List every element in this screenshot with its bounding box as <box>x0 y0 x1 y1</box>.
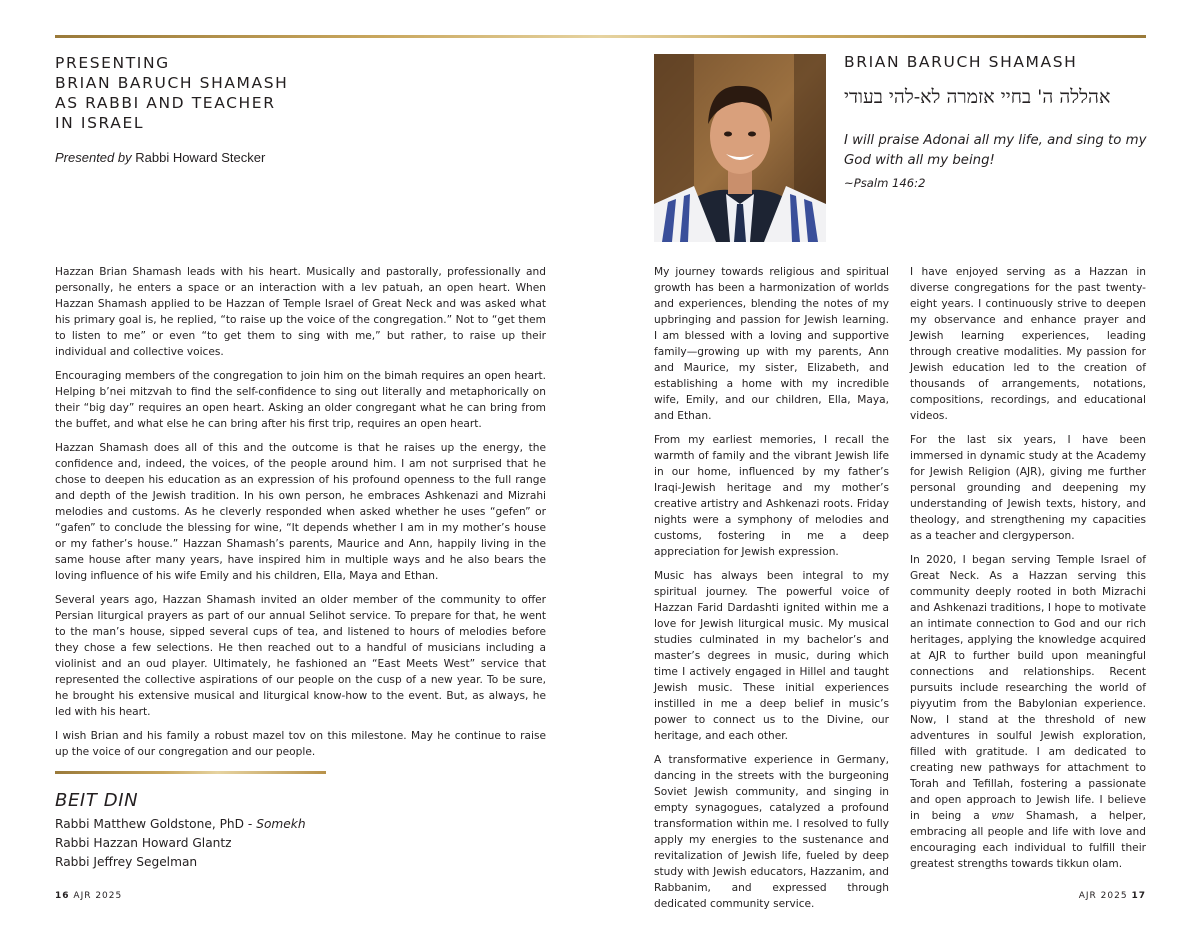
page-number: 17 <box>1131 891 1146 901</box>
left-folio <box>55 891 122 901</box>
paragraph: Several years ago, Hazzan Shamash invited an older member of the community to offer Persian liturgical prayers as part of our annual Selihot service. To prepare for that, he went to the man’s house, sipped several cups of tea, and listened to hours of melodies before they chose a few selections. He then reached out to a handful of musicians including a violinist and an oud player. Ultimately, he fashioned an “East Meets West” service that represented the collective aspirations of our people on the cusp of a new year. To be sure, he brought his extensive musical and liturgical know-how to the event. But, as always, he led with his heart. <box>55 594 546 718</box>
title-line: BRIAN BARUCH SHAMASH <box>55 74 289 92</box>
portrait-photo <box>654 54 826 242</box>
beit-din-member: Rabbi Hazzan Howard Glantz <box>55 836 232 850</box>
paragraph: Music has always been integral to my spiritual journey. The powerful voice of Hazzan Farid Dardashti ignited within me a love for Jewish liturgical music. My musical studies culminated in my bachelor’s and master’s degrees in music, during which time I actively engaged in Hillel and taught Jewish music. These initial experiences instilled in me a deep belief in music’s power to connect us to the Divine, our heritage, and each other. <box>654 570 889 742</box>
member-name: Rabbi Matthew Goldstone, PhD - <box>55 817 257 831</box>
beit-din-list <box>55 815 306 872</box>
beit-din-heading: BEIT DIN <box>55 790 139 811</box>
tribute-text <box>55 264 546 768</box>
title-line: PRESENTING <box>55 54 170 72</box>
page-title <box>55 53 375 133</box>
top-gold-rule <box>55 35 1146 38</box>
paragraph: Hazzan Shamash does all of this and the outcome is that he raises up the energy, the confidence and, indeed, the voices, of the people around him. I am not surprised that he chose to deepen his education as an expression of his profound openness to the full range and depth of the Jewish tradition. In his own person, he embraces Ashkenazi and Mizrahi melodies and customs. As he cleverly responded when asked whether he uses “gefen” or “gafen” to conclude the blessing for wine, “It depends whether I am in my mother’s house or my father’s house.” Hazzan Shamash’s parents, Maurice and Ann, happily living in the same house after many years, have inspired him in multiple ways and he also bears the loving influence of his wife Emily and his children, Ella, Maya and Ethan. <box>55 442 546 582</box>
paragraph: Encouraging members of the congregation to join him on the bimah requires an open heart. Helping b’nei mitzvah to find the self-confidence to sing out literally and metaphorically on their “big day” requires an open heart. Asking an older congregant what he can bring from the buffet, and what else he can bring after his first trip, requires an open heart. <box>55 370 546 430</box>
presenter-name: Rabbi Howard Stecker <box>135 150 266 165</box>
paragraph: In 2020, I began serving Temple Israel of Great Neck. As a Hazzan serving this community deeply rooted in both Mizrachi and Ashkenazi traditions, I hope to motivate an intimate connection to God and our rich heritages, applying the knowledge acquired at AJR to further build upon meaningful connections and relationships. Recent pursuits include researching the world of piyyutim from the Babylonian experience. Now, I stand at the threshold of new adventures in soulful Jewish exploration, filled with gratitude. I am dedicated to creating new pathways for attachment to Torah and Tefillah, fostering a passionate and open approach to Jewish life. I believe in being a שמש Shamash, a helper, embracing all people and life with love and encouraging each individual to fulfill their greatest strengths towards tikkun olam. <box>910 554 1146 870</box>
verse-citation: ~Psalm 146:2 <box>844 176 926 190</box>
somekh-label: Somekh <box>256 817 306 831</box>
beit-din-rule <box>55 771 326 774</box>
paragraph: I wish Brian and his family a robust mazel tov on this milestone. May he continue to raise up the voice of our congregation and our people. <box>55 730 546 758</box>
portrait-illustration <box>654 54 826 242</box>
folio-text: AJR 2025 <box>1078 891 1128 901</box>
title-line: AS RABBI AND TEACHER <box>55 94 276 112</box>
verse-translation: I will praise Adonai all my life, and sing to my God with all my being! <box>844 133 1147 168</box>
paragraph: From my earliest memories, I recall the warmth of family and the vibrant Jewish life in our home, influenced by my father’s Iraqi-Jewish heritage and my mother’s creative artistry and Ashkenazi roots. Friday nights were a symphony of melodies and customs, fostering in me a deep appreciation for Jewish expression. <box>654 434 889 558</box>
personal-statement-column-2 <box>910 264 1146 880</box>
page-number: 16 <box>55 891 70 901</box>
hebrew-verse: אהללה ה' בחיי אזמרה לא-להי בעודי <box>844 86 1111 108</box>
honoree-name: BRIAN BARUCH SHAMASH <box>844 53 1078 71</box>
paragraph: Hazzan Brian Shamash leads with his heart. Musically and pastorally, professionally and personally, he enters a space or an interaction with a lev patuah, an open heart. When Hazzan Shamash applied to be Hazzan of Temple Israel of Great Neck and was asked what his primary goal is, he replied, “to raise up the voice of the congregation.” Not to “get them to listen to me” or even “to get them to sing with me,” but rather, to raise up their individual and collective voices. <box>55 266 546 358</box>
paragraph: A transformative experience in Germany, dancing in the streets with the burgeoning Soviet Jewish community, and singing in empty synagogues, catalyzed a profound transformation within me. I resolved to fully apply my energies to the sustenance and revitalization of Jewish life, fueled by deep study with Jewish educators, Hazzanim, and Rabbanim, and expressed through dedicated community service. <box>654 754 889 910</box>
right-folio <box>1079 891 1146 901</box>
personal-statement-column-1 <box>654 264 889 920</box>
paragraph: My journey towards religious and spiritual growth has been a harmonization of worlds and experiences, blending the notes of my upbringing and passion for Jewish learning. I am blessed with a loving and supportive family—growing up with my parents, Ann and Maurice, my sister, Elizabeth, and establishing a home with my incredible wife, Emily, and our children, Ella, Maya, and Ethan. <box>654 266 889 422</box>
beit-din-member: Rabbi Jeffrey Segelman <box>55 855 198 869</box>
beit-din-member <box>55 815 306 834</box>
paragraph: For the last six years, I have been immersed in dynamic study at the Academy for Jewish Religion (AJR), giving me further personal grounding and deepening my understanding of Jewish texts, history, and theology, and strengthening my capacities as a teacher and clergyperson. <box>910 434 1146 542</box>
presented-by-label: Presented by <box>55 150 132 165</box>
title-line: IN ISRAEL <box>55 114 145 132</box>
paragraph: I have enjoyed serving as a Hazzan in diverse congregations for the past twenty-eight years. I continuously strive to deepen my observance and enhance prayer and Jewish learning experiences, leading through creative modalities. My passion for Jewish education led to the creation of thousands of arrangements, notations, compositions, recordings, and educational videos. <box>910 266 1146 422</box>
folio-text: AJR 2025 <box>73 891 123 901</box>
presented-by <box>55 150 265 165</box>
